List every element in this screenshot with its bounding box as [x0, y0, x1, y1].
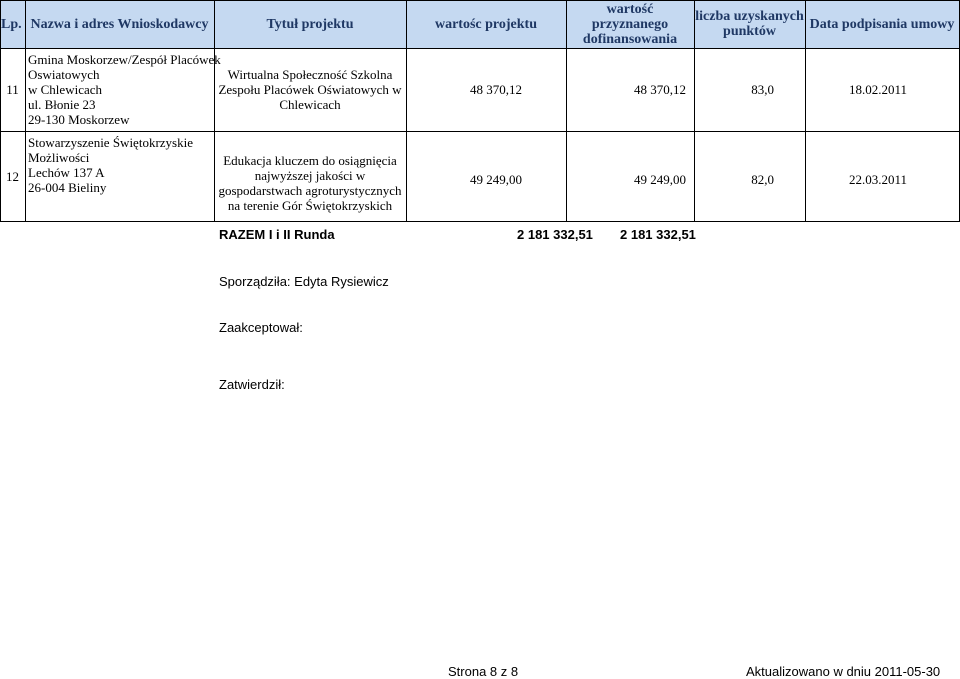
header-granted-value-line: wartość — [606, 1, 654, 17]
header-points-line: punktów — [723, 24, 776, 39]
applicant-line: Gmina Moskorzew/Zespół Placówek — [28, 52, 221, 67]
header-granted-value — [566, 0, 694, 48]
row-project-value: 48 370,12 — [470, 82, 522, 97]
applicant-line: 26-004 Bieliny — [28, 180, 107, 195]
applicant-line: Możliwości — [28, 150, 90, 165]
row-contract-date: 22.03.2011 — [848, 171, 907, 187]
row-applicant — [25, 131, 214, 221]
header-applicant: Nazwa i adres Wnioskodawcy — [30, 16, 209, 32]
header-points — [694, 0, 805, 48]
header-title: Tytuł projektu — [266, 16, 354, 32]
row-lp: 12 — [6, 168, 19, 184]
applicant-line: Oswiatowych — [28, 67, 100, 82]
applicant-line: 29-130 Moskorzew — [28, 112, 130, 127]
row-title — [214, 131, 406, 221]
header-points-line: liczba uzyskanych — [695, 9, 804, 24]
header-granted-value-line: przyznanego — [591, 16, 669, 32]
total-granted-value: 2 181 332,51 — [620, 227, 696, 242]
applicant-line: Lechów 137 A — [28, 165, 105, 180]
title-line: Chlewicach — [279, 97, 341, 112]
row-granted-value: 49 249,00 — [634, 171, 686, 187]
title-line: Wirtualna Społeczność Szkolna — [227, 67, 393, 82]
row-points: 83,0 — [751, 82, 774, 97]
prepared-by: Sporządziła: Edyta Rysiewicz — [219, 274, 389, 289]
header-project-value: wartośc projektu — [434, 16, 537, 32]
row-contract-date: 18.02.2011 — [848, 82, 907, 97]
row-project-value: 49 249,00 — [470, 171, 522, 187]
title-line: Edukacja kluczem do osiągnięcia — [223, 153, 397, 168]
title-line: gospodarstwach agroturystycznych — [218, 183, 402, 198]
row-points: 82,0 — [751, 171, 774, 187]
applicant-line: Stowarzyszenie Świętokrzyskie — [28, 135, 193, 150]
total-project-value: 2 181 332,51 — [517, 227, 593, 242]
approved-by: Zatwierdził: — [219, 377, 285, 392]
header-granted-value-line: dofinansowania — [582, 31, 678, 47]
grant-table — [0, 0, 960, 222]
title-line: Zespołu Placówek Oświatowych w — [218, 82, 402, 97]
total-label: RAZEM I i II Runda — [219, 227, 335, 242]
applicant-line: ul. Błonie 23 — [28, 97, 96, 112]
title-line: na terenie Gór Świętokrzyskich — [227, 198, 393, 213]
applicant-line: w Chlewicach — [28, 82, 103, 97]
row-title — [214, 48, 406, 131]
header-lp: Lp. — [1, 16, 22, 32]
row-applicant — [25, 48, 221, 131]
row-lp: 11 — [6, 82, 19, 97]
page-number: Strona 8 z 8 — [448, 664, 519, 679]
update-date: Aktualizowano w dniu 2011-05-30 — [746, 664, 941, 679]
accepted-by: Zaakceptował: — [219, 320, 303, 335]
title-line: najwyższej jakości w — [254, 168, 366, 183]
row-granted-value: 48 370,12 — [634, 82, 686, 97]
header-contract-date: Data podpisania umowy — [809, 16, 955, 32]
